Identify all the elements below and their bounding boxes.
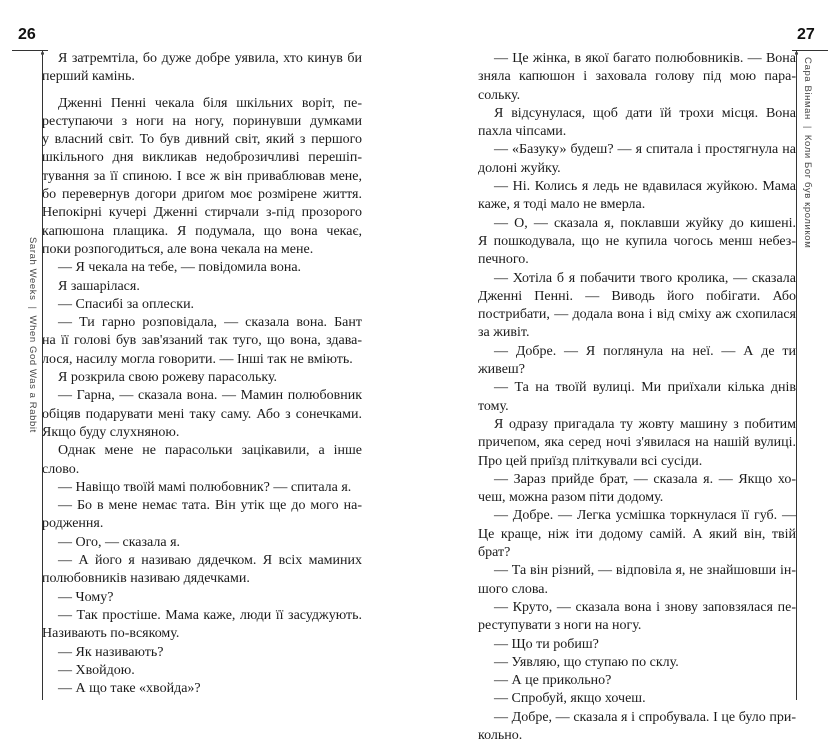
text-line: бо перевернув догори дриґом моє розмірене життя. [42,187,362,203]
text-line: — Як називають? [58,644,164,660]
text-line: — О, — сказала я, поклавши жуйку до кишені. [494,215,796,231]
text-line: — Добре. — Я поглянула на неї. — А де ти живеш? [478,343,796,378]
margin-rule-right [796,50,797,700]
text-line: капюшона плащика. Я подумала, що вона чекає, [42,223,362,239]
text-line: слово. [42,461,80,477]
text-line: шкільного дня викликав недоброзичливі перешіп- [42,150,362,166]
running-header-title: When God Was a Rabbit [27,315,38,433]
text-line: — Хвойдою. [58,662,135,678]
running-header-left: Sarah Weeks|When God Was a Rabbit [27,237,38,433]
text-line: на її голові був зав'язаний так туго, що вона, здава- [42,333,362,349]
text-line: — А це прикольно? [494,673,612,689]
text-line: тування за її спиною. І все ж він приваблював мене, [42,168,362,184]
text-line: шого слова. [478,581,549,597]
running-header-author-right: Сара Вінман [802,57,813,120]
text-line: — Уявляю, що ступаю по склу. [494,654,679,670]
text-line: реступувати з ноги на ногу. [478,618,642,634]
text-line: — Бо в мене немає тата. Він утік ще до мого на- [58,498,362,514]
text-line: родження. [42,516,104,532]
text-line: брат? [478,545,511,561]
text-line: Це краще, ніж іти додому самій. А який він, твій [478,526,796,542]
text-line: реступаючи з ноги на ногу, поринувши думками [42,113,362,129]
running-header-title-right: Коли Бог був кроликом [802,134,813,249]
text-line: — Зараз прийде брат, — сказала я. — Якщо хо- [494,471,796,487]
text-line: у власний світ. То був дивний світ, який з першого [42,132,362,148]
text-line: полюбовників називаю дядечками. [42,571,250,587]
text-line: Я зашарілася. [58,278,140,294]
text-line: Дженні Пенні. — Виводь його побігати. Або пострибати, — додала вона і від сміху аж схопилася за живіт. [478,288,796,341]
text-line: — Хотіла б я побачити твого кролика, — сказала [494,270,796,286]
text-line: — Та він різний, — відповіла я, не знайшовши ін- [494,563,796,579]
text-line: — Круто, — сказала вона і знову заповзялася пе- [494,599,796,615]
header-rule-right [792,50,828,51]
text-line: Я розкрила свою рожеву парасольку. [58,370,278,386]
text-line: Дженні Пенні чекала біля шкільних воріт, пе- [58,95,362,111]
text-line: перший камінь. [42,69,135,85]
text-line: — Я чекала на тебе, — повідомила вона. [58,260,302,276]
text-line: — Це жінка, в якої багато полюбовників. — Вона [494,51,796,66]
text-line: Я затремтіла, бо дуже добре уявила, хто кинув би [58,51,362,66]
text-line: зняла капюшон і заховала голову під мою пара- [478,69,796,85]
text-line: — Ти гарно розповідала, — сказала вона. Бант [58,315,362,331]
text-line: — Добре. — Легка усмішка торкнулася її губ. — [494,508,796,524]
text-line: — Спасибі за оплески. [58,296,195,312]
running-header-right: Сара Вінман|Коли Бог був кроликом [802,57,813,249]
text-line: — Так простіше. Мама каже, люди її засуджують. [58,607,362,623]
text-line: — Добре, — сказала я і спробувала. І це було при- [494,709,796,725]
left-page-text [42,50,362,698]
text-line: — Навіщо твоїй мамі полюбовник? — спитала я. [58,479,352,495]
text-line: — Ого, — сказала я. [58,534,181,550]
text-line: Непокірні кучері Дженні стирчали з-під прозорого [42,205,362,221]
text-line: Я пошкодувала, що не купила чогось менш небез- [478,233,796,249]
text-line: — А його я називаю дядечком. Я всіх маминих [58,553,362,569]
text-line: чеш, можна разом піти додому. [478,490,664,506]
text-line: долоні жуйку. [478,160,561,176]
page-number-right: 27 [797,26,815,43]
text-line: лося, насилу могла говорити. — Інші так не вміють. [42,351,353,367]
text-line: обіцяв подарувати мені таку саму. Або з сонечками. [42,406,362,422]
text-line: сольку. [478,87,521,103]
text-line: — Що ти робиш? [494,636,599,652]
text-line: — Чому? [58,589,114,605]
text-line: Якщо буду слухняною. [42,424,180,440]
text-line: — Та на твоїй вулиці. Ми приїхали кілька днів [494,380,796,396]
text-line: Називають по-всякому. [42,626,180,642]
text-line: — «Базуку» будеш? — я спитала і простягнула на [494,142,796,158]
text-line: Однак мене не парасольки зацікавили, а інше [58,443,362,459]
text-line: Я відсунулася, щоб дати їй трохи місця. Вона [494,105,796,121]
text-line: каже, я тоді мало не вмерла. [478,197,646,213]
text-line: поки розпогодиться, але вона чекала на мене. [42,241,314,257]
text-line: печного. [478,252,529,268]
text-line: причепом, яка серед ночі з'явилася на нашій вулиці. [478,435,796,451]
page-number-left: 26 [18,26,36,43]
text-line: тому. [478,398,509,414]
text-line: — Ні. Колись я ледь не вдавилася жуйкою. Мама [494,179,796,195]
text-line: — А що таке «хвойда»? [58,681,201,697]
text-line: — Гарна, — сказала вона. — Мамин полюбовник [58,388,362,404]
text-line: Я одразу пригадала ту жовту машину з побитим [494,416,796,432]
text-line: кольно. [478,727,523,743]
text-line: — Спробуй, якщо хочеш. [494,691,646,707]
running-header-author: Sarah Weeks [27,237,38,301]
text-line: Про цей приїзд пліткували всі сусіди. [478,453,703,469]
text-line: пахла чіпсами. [478,124,567,140]
right-page-text [478,50,796,745]
